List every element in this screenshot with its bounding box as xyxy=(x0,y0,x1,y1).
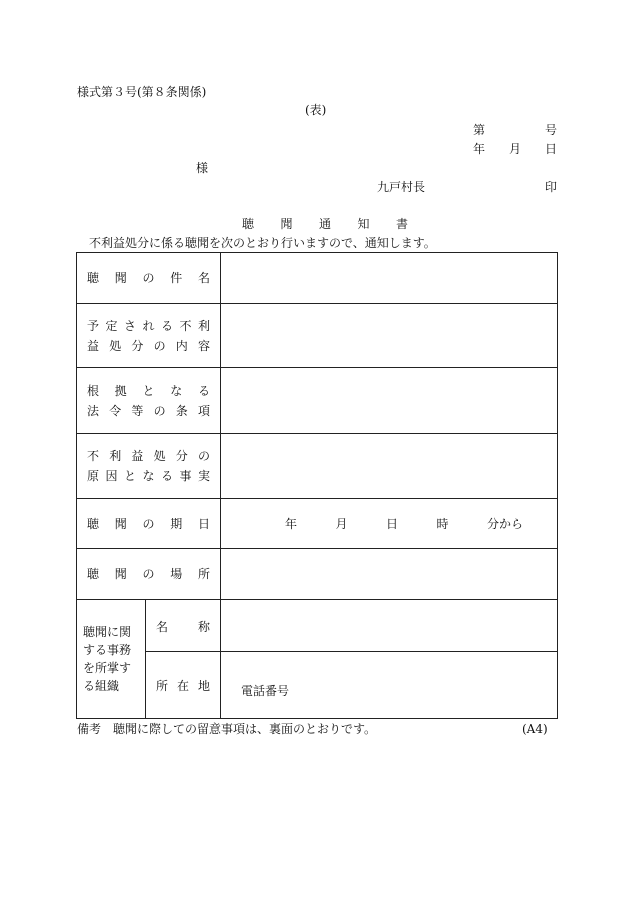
date-day-unit: 日 xyxy=(385,517,398,531)
table-row xyxy=(77,368,558,434)
phone-number-label: 電話番号 xyxy=(241,684,290,698)
table-row xyxy=(77,549,558,600)
number-prefix: 第 xyxy=(473,123,486,137)
label-line: 聴 聞 の 件 名 xyxy=(87,271,211,285)
planned-disposition-value[interactable] xyxy=(221,304,558,368)
number-suffix: 号 xyxy=(544,123,557,137)
intro-text: 不利益処分に係る聴聞を次のとおり行いますので、通知します。 xyxy=(89,236,436,250)
legal-basis-value[interactable] xyxy=(221,368,558,434)
hearing-place-value[interactable] xyxy=(221,549,558,600)
document-title: 聴 聞 通 知 書 xyxy=(242,217,408,231)
addressee-suffix: 様 xyxy=(196,161,209,175)
date-day: 日 xyxy=(544,142,557,156)
row-label-planned-disposition xyxy=(77,304,221,368)
label-line: 聴 聞 の 場 所 xyxy=(87,567,211,581)
remarks-note: 備考 聴聞に際しての留意事項は、裏面のとおりです。 xyxy=(77,722,377,736)
hearing-date-value[interactable] xyxy=(221,499,558,549)
time-minute-unit: 分から xyxy=(486,517,523,531)
table-row xyxy=(77,434,558,499)
label-line: 原 因 と な る 事 実 xyxy=(87,469,211,483)
row-label-hearing-place xyxy=(77,549,221,600)
label-line: 不 利 益 処 分 の xyxy=(87,449,210,463)
form-number: 様式第３号(第８条関係) xyxy=(77,85,207,99)
label-line: 予 定 さ れ る 不 利 xyxy=(87,318,211,333)
issuer-name: 九戸村長 xyxy=(377,180,426,194)
label-line: 益 処 分 の 内 容 xyxy=(87,338,210,353)
table-row xyxy=(77,304,558,368)
org-name-value[interactable] xyxy=(221,600,558,652)
date-year: 年 xyxy=(473,142,486,156)
row-label-legal-basis xyxy=(77,368,221,434)
document-number-field xyxy=(473,124,557,136)
paper-size-label: (A4) xyxy=(522,722,548,736)
table-row xyxy=(77,600,558,652)
row-label-cause-facts xyxy=(77,434,221,499)
table-row xyxy=(77,499,558,549)
date-year-unit: 年 xyxy=(285,517,298,531)
hearing-datetime-field xyxy=(221,515,557,532)
row-label-subject xyxy=(77,253,221,304)
front-side-mark: (表) xyxy=(305,103,327,117)
date-month-unit: 月 xyxy=(335,517,348,531)
org-address-value[interactable] xyxy=(221,652,558,719)
date-month: 月 xyxy=(508,142,521,156)
subject-value[interactable] xyxy=(221,253,558,304)
cause-facts-value[interactable] xyxy=(221,434,558,499)
hearing-notice-table xyxy=(76,252,558,719)
issue-date-field xyxy=(473,143,557,155)
table-row xyxy=(77,253,558,304)
time-hour-unit: 時 xyxy=(436,517,449,531)
label-line: 聴 聞 の 期 日 xyxy=(87,516,211,531)
table-row xyxy=(77,652,558,719)
label-line: 根 拠 と な る xyxy=(87,383,211,398)
org-name-label: 名 称 xyxy=(146,600,221,652)
org-address-label: 所 在 地 xyxy=(146,652,221,719)
row-label-hearing-date xyxy=(77,499,221,549)
seal-mark: 印 xyxy=(545,180,558,194)
organization-group-label: 聴聞に関 する事務 を所掌す る組織 xyxy=(77,600,146,719)
label-line: 法 令 等 の 条 項 xyxy=(87,403,210,418)
